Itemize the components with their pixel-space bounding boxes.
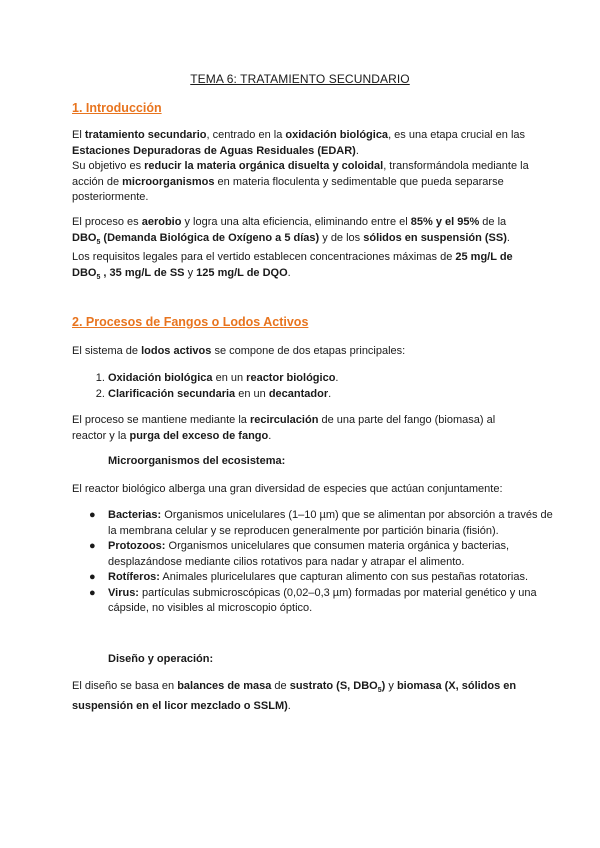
subheading-diseno: Diseño y operación: [108, 653, 214, 665]
organisms-list [72, 508, 558, 617]
paragraph-lodos-1: El sistema de lodos activos se compone de dos etapas principales: [72, 345, 406, 357]
document-title: TEMA 6: TRATAMIENTO SECUNDARIO [190, 72, 410, 86]
steps-list [72, 371, 568, 402]
list-item: 1. Oxidación biológica en un reactor biológico. [108, 371, 568, 387]
paragraph-intro-2: El proceso es aerobio y logra una alta eficiencia, eliminando entre el 85% y el 95% de la $DBO_5$ (Demanda Biológica de Oxígeno a 5 días) y de los sólidos en suspensión (SS). Los requisitos legales para el vertido establecen concentraciones máximas de 25 mg/L de $DBO_5$ , 35 mg/L de SS y 125 mg/L de DQO. [72, 216, 513, 281]
list-item: ● Bacterias: Organismos unicelulares (1–10 µm) que se alimentan por absorción a través de la membrana celular y se reproducen generalmente por partición binaria (fisión). [89, 509, 553, 537]
list-item: ● Rotíferos: Animales pluricelulares que capturan alimento con sus pestañas rotatorias. [108, 570, 558, 586]
section-heading-fangos: 2. Procesos de Fangos o Lodos Activos [72, 315, 309, 329]
bullet-icon: ● [89, 586, 96, 599]
list-item: ● Protozoos: Organismos unicelulares que consumen materia orgánica y bacterias, desplazándose mediante cilios rotativos para nadar y atrapar el alimento. [89, 540, 510, 568]
list-item: ● Virus: partículas submicroscópicas (0,02–0,3 µm) formadas por material genético y una cápside, no visibles al microscopio óptico. [89, 586, 537, 614]
bullet-icon: ● [89, 540, 96, 552]
section-heading-introduccion: 1. Introducción [72, 101, 162, 115]
paragraph-intro-1: El tratamiento secundario, centrado en la oxidación biológica, es una etapa crucial en las Estaciones Depuradoras de Aguas Residuales (EDAR). Su objetivo es reducir la materia orgánica disuelta y coloidal, transformándola mediante la acción de microorganismos en materia floculenta y sedimentable que pueda separarse posteriormente. [72, 129, 529, 203]
paragraph-diseno: El diseño se basa en balances de masa de sustrato (S, $DBO_5$) y biomasa (X, sólidos en suspensión en el licor mezclado o SSLM). [72, 680, 517, 712]
list-item: 2. Clarificación secundaria en un decantador. [108, 387, 568, 403]
paragraph-reactor: El reactor biológico alberga una gran diversidad de especies que actúan conjuntamente: [72, 483, 503, 495]
bullet-icon: ● [89, 571, 96, 583]
paragraph-lodos-2: El proceso se mantiene mediante la recirculación de una parte del fango (biomasa) al reactor y la purga del exceso de fango. [72, 414, 496, 442]
bullet-icon: ● [89, 509, 96, 521]
subheading-microorganismos: Microorganismos del ecosistema: [108, 455, 286, 467]
